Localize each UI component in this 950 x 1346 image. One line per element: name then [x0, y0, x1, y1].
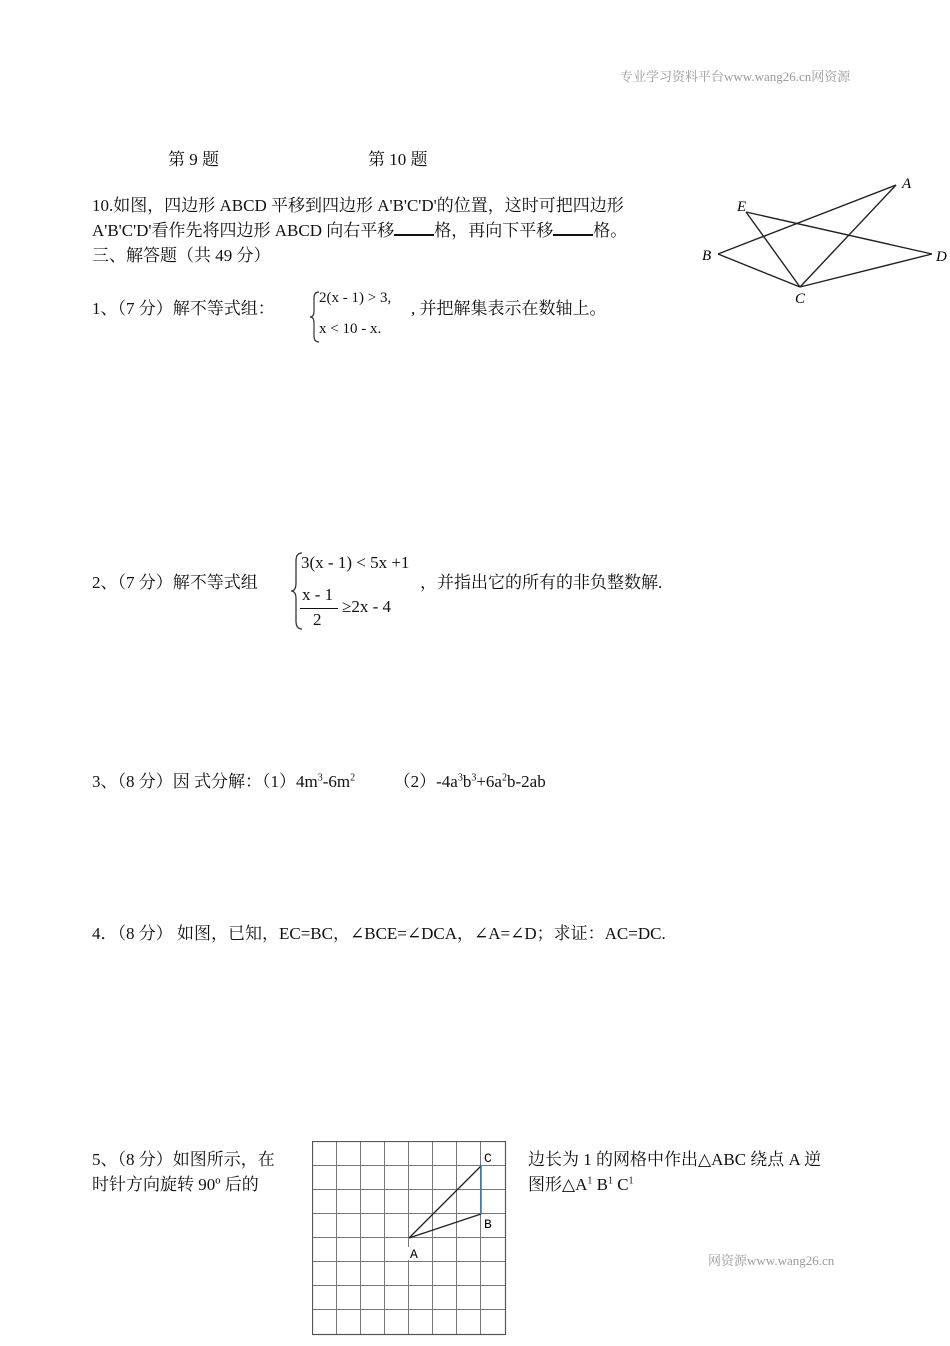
p5-right-line1: 边长为 1 的网格中作出△ABC 绕点 A 逆 — [528, 1150, 822, 1169]
p4-text: 4．（8 分） 如图，已知，EC=BC，∠BCE=∠DCA，∠A=∠D；求证：AC=DC. — [92, 924, 666, 943]
grid-figure — [312, 1141, 508, 1337]
segment-cd — [800, 254, 932, 287]
p2-eq1: 3(x - 1) < 5x +1 — [301, 553, 410, 572]
label-c: C — [795, 291, 806, 307]
p5-right-line2-b: B — [592, 1175, 608, 1194]
p5-left-line1: 5、（8 分）如图所示，在 — [92, 1150, 275, 1169]
p3-sup4: 3 — [471, 772, 477, 784]
p5-right-sup3: 1 — [628, 1175, 634, 1187]
q10-blank-1[interactable] — [394, 218, 434, 236]
p5-right-sup2: 1 — [607, 1175, 613, 1187]
p2-suffix: ，并指出它的所有的非负整数解. — [420, 573, 663, 592]
segment-ac — [409, 1166, 481, 1238]
p3-sup3: 3 — [457, 772, 463, 784]
grid-label-c: C — [484, 1151, 492, 1166]
p5-right-sup1: 1 — [587, 1175, 593, 1187]
p1-prefix: 1、（7 分）解不等式组： — [92, 299, 275, 318]
p2-eq2-rest: ≥2x - 4 — [342, 597, 391, 616]
geometry-figure — [700, 172, 950, 307]
p3-part2-a: （2）-4a — [393, 772, 458, 791]
p3-part2-d: b-2ab — [506, 772, 546, 791]
caption-q10: 第 10 题 — [368, 150, 428, 169]
p3-sup5: 2 — [501, 772, 507, 784]
q10-line2 — [92, 218, 627, 243]
p3-part2-b: b — [462, 772, 472, 791]
q10-line2-b: 格，再向下平移 — [434, 221, 554, 240]
p2-fraction-bar — [300, 608, 338, 609]
q10-blank-2[interactable] — [553, 218, 593, 236]
segment-ca — [800, 185, 896, 287]
p3-sup2: 2 — [350, 772, 356, 784]
p5-left-line2: 时针方向旋转 90º 后的 — [92, 1175, 259, 1194]
p5-right-line2-a: 图形△A — [528, 1175, 588, 1194]
p1-suffix: , 并把解集表示在数轴上。 — [411, 299, 607, 318]
grid-label-b: B — [484, 1217, 492, 1232]
label-d: D — [936, 249, 947, 265]
q10-line2-c: 格。 — [593, 221, 628, 240]
p1-eq2: x < 10 - x. — [319, 321, 382, 337]
q10-line1: 10.如图，四边形 ABCD 平移到四边形 A'B'C'D'的位置，这时可把四边形 — [92, 196, 624, 215]
p3-part2-c: +6a — [476, 772, 502, 791]
watermark-top: 专业学习资料平台www.wang26.cn网资源 — [620, 69, 851, 84]
grid-label-a: A — [410, 1247, 418, 1262]
p2-eq2-num: x - 1 — [302, 585, 334, 604]
p1-eq1: 2(x - 1) > 3, — [319, 290, 392, 306]
p3-line — [92, 769, 546, 794]
caption-q9: 第 9 题 — [168, 150, 219, 169]
p5-right-line2 — [528, 1172, 634, 1197]
q10-line2-a: A'B'C'D'看作先将四边形 ABCD 向右平移 — [92, 221, 395, 240]
label-a: A — [902, 176, 912, 192]
label-b: B — [702, 248, 712, 264]
p3-prefix: 3、（8 分）因 式分解：（1）4m — [92, 772, 318, 791]
p2-prefix: 2、（7 分）解不等式组 — [92, 573, 258, 592]
p5-right-line2-c: C — [612, 1175, 629, 1194]
p3-sup1: 3 — [317, 772, 323, 784]
segment-ba — [718, 185, 896, 254]
segment-ab — [409, 1214, 481, 1238]
label-e: E — [737, 199, 747, 215]
p3-mid1: -6m — [322, 772, 351, 791]
section3-title: 三、解答题（共 49 分） — [92, 246, 271, 265]
watermark-bottom: 网资源www.wang26.cn — [708, 1253, 835, 1268]
p2-eq2-den: 2 — [313, 610, 322, 629]
